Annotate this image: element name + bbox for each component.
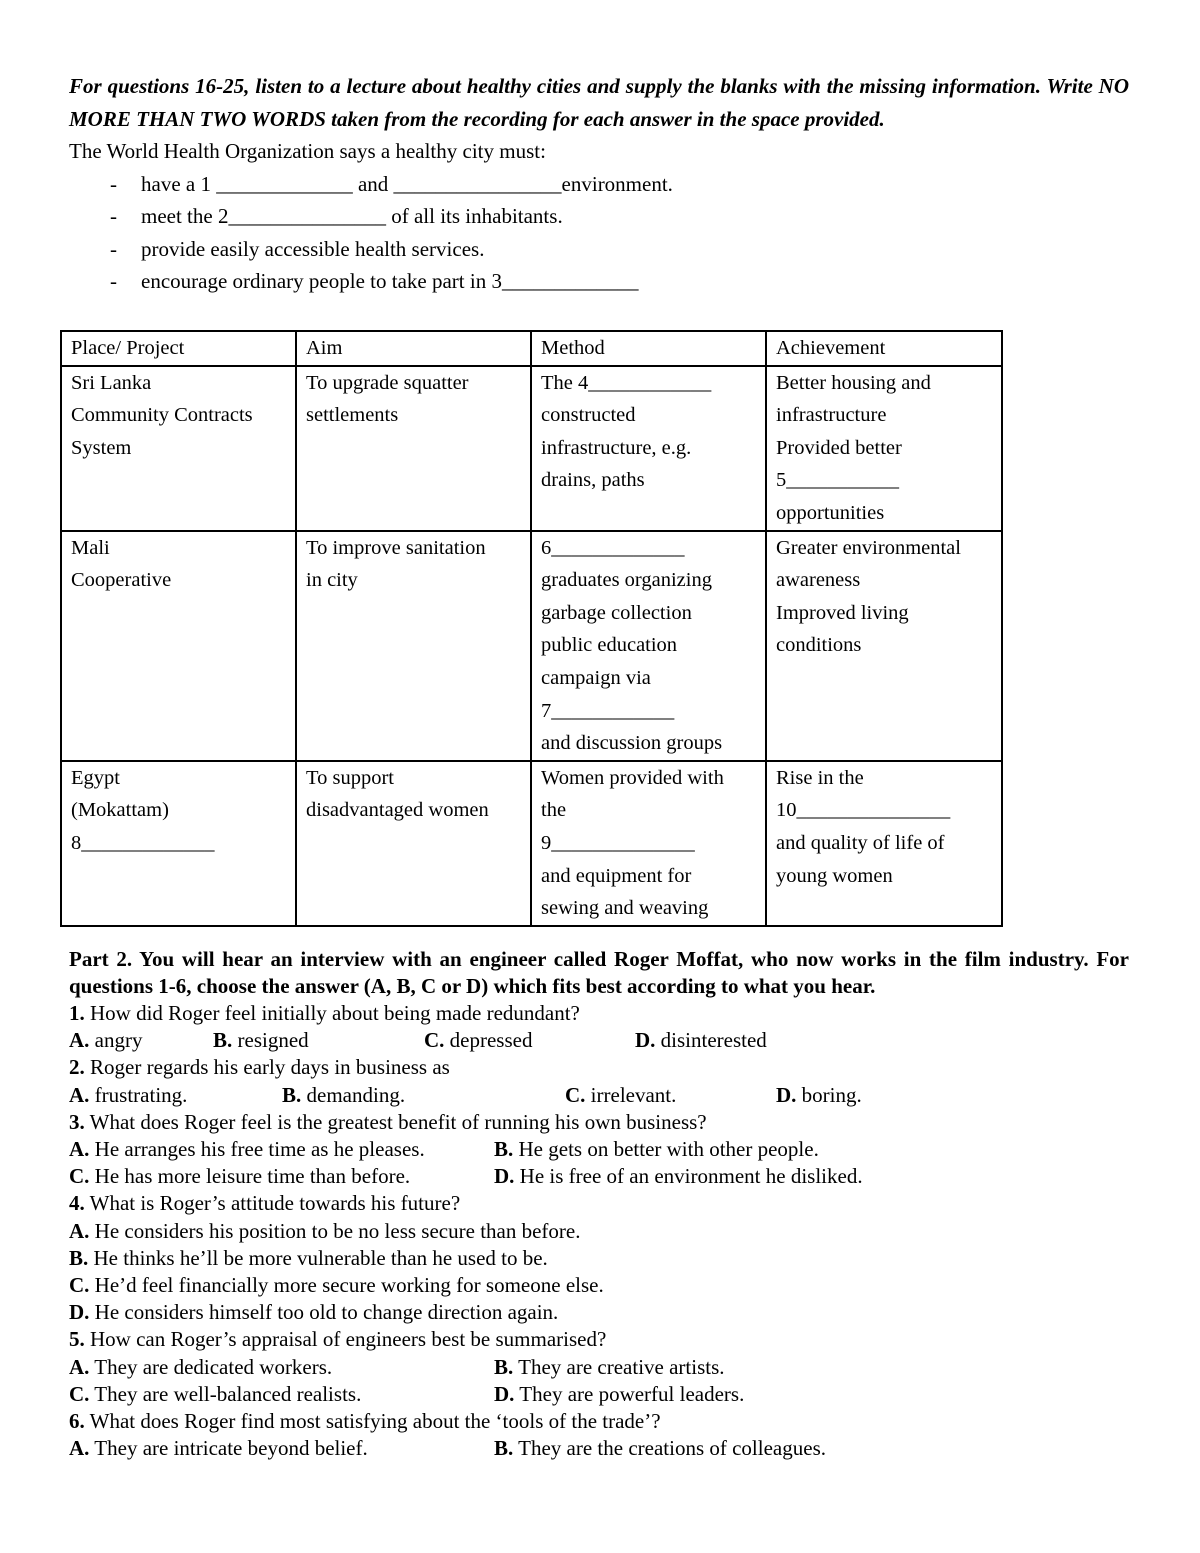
option-row xyxy=(69,1435,1129,1462)
option-text: They are intricate beyond belief. xyxy=(89,1436,368,1461)
question-stem xyxy=(69,1109,1129,1136)
option-d xyxy=(494,1163,863,1190)
option-row xyxy=(69,1136,1129,1163)
option-d xyxy=(776,1082,862,1109)
part2-section xyxy=(69,946,1129,1462)
option-c xyxy=(69,1381,494,1408)
question-number: 4. xyxy=(69,1191,85,1216)
question-text: What does Roger find most satisfying about the ‘tools of the trade’? xyxy=(84,1409,661,1434)
part1-intro: The World Health Organization says a healthy city must: xyxy=(69,139,546,163)
table-cell: Women provided with the 9______________ and equipment for sewing and weaving xyxy=(531,761,766,926)
option-letter: A. xyxy=(69,1137,90,1162)
option-text: resigned xyxy=(232,1028,309,1053)
option-c xyxy=(565,1082,776,1109)
table-cell: Sri Lanka Community Contracts System xyxy=(61,366,296,531)
option-text: He thinks he’ll be more vulnerable than he used to be. xyxy=(88,1245,548,1270)
option-text: demanding. xyxy=(301,1082,406,1107)
header-cell: Achievement xyxy=(766,331,1002,366)
bullet-text: have a 1 _____________ and ________________environment. xyxy=(141,171,673,196)
option-letter: B. xyxy=(282,1082,302,1107)
table-cell: To upgrade squatter settlements xyxy=(296,366,531,531)
header-cell: Method xyxy=(531,331,766,366)
option-row xyxy=(69,1354,1129,1381)
bullet-item xyxy=(69,265,1129,298)
table-cell: 6_____________ graduates organizing garbage collection public education campaign via 7____________ and discussion groups xyxy=(531,531,766,761)
table-header-row xyxy=(61,331,1002,366)
question-stem xyxy=(69,1408,1129,1435)
option-letter: A. xyxy=(69,1218,90,1243)
dash-icon: - xyxy=(110,204,117,228)
option-row xyxy=(69,1027,1129,1054)
bullet-item xyxy=(69,200,1129,233)
table-cell: Rise in the 10_______________ and quality of life of young women xyxy=(766,761,1002,926)
option-c xyxy=(424,1027,635,1054)
option-text: He considers his position to be no less secure than before. xyxy=(89,1218,581,1243)
part1-section xyxy=(69,70,1129,298)
table-cell: Greater environmental awareness Improved living conditions xyxy=(766,531,1002,761)
option-text: They are creative artists. xyxy=(513,1354,725,1379)
bullet-text: encourage ordinary people to take part in 3_____________ xyxy=(141,269,639,293)
question-stem xyxy=(69,1190,1129,1217)
option-text: He considers himself too old to change direction again. xyxy=(89,1300,559,1325)
option-letter: B. xyxy=(494,1137,514,1162)
option-text: He is free of an environment he disliked. xyxy=(514,1164,863,1189)
option-text: He arranges his free time as he pleases. xyxy=(89,1137,425,1162)
option-row xyxy=(69,1272,1129,1299)
option-letter: D. xyxy=(776,1082,797,1107)
option-a xyxy=(69,1354,494,1381)
question-text: Roger regards his early days in business as xyxy=(84,1055,450,1080)
option-letter: C. xyxy=(69,1164,90,1189)
option-c xyxy=(69,1163,494,1190)
option-b xyxy=(213,1027,424,1054)
dash-icon: - xyxy=(110,269,117,293)
part2-heading: Part 2. You will hear an interview with an engineer called Roger Moffat, who now works in the film industry. For questions 1-6, choose the answer (A, B, C or D) which fits best according to what you hear. xyxy=(69,947,1129,998)
option-text: They are powerful leaders. xyxy=(514,1381,745,1406)
option-letter: B. xyxy=(69,1245,89,1270)
option-row xyxy=(69,1381,1129,1408)
bullet-text: provide easily accessible health services. xyxy=(141,236,485,261)
bullet-item xyxy=(69,168,1129,201)
option-text: They are the creations of colleagues. xyxy=(513,1436,826,1461)
question-text: How did Roger feel initially about being made redundant? xyxy=(84,1001,580,1025)
question-number: 6. xyxy=(69,1409,85,1434)
option-row xyxy=(69,1245,1129,1272)
option-letter: B. xyxy=(213,1028,233,1053)
option-row xyxy=(69,1163,1129,1190)
question-stem xyxy=(69,1000,1129,1027)
option-text: disinterested xyxy=(655,1028,767,1053)
table-cell: Mali Cooperative xyxy=(61,531,296,761)
question-number: 3. xyxy=(69,1109,85,1134)
header-cell: Aim xyxy=(296,331,531,366)
question-stem xyxy=(69,1326,1129,1353)
question-text: What is Roger’s attitude towards his future? xyxy=(84,1191,461,1216)
option-b xyxy=(494,1435,826,1462)
option-text: They are well-balanced realists. xyxy=(89,1381,362,1406)
option-letter: B. xyxy=(494,1436,514,1461)
option-text: frustrating. xyxy=(89,1082,188,1107)
option-a xyxy=(69,1136,494,1163)
option-letter: C. xyxy=(69,1381,90,1406)
option-letter: A. xyxy=(69,1082,90,1107)
option-a xyxy=(69,1082,282,1109)
question-text: What does Roger feel is the greatest benefit of running his own business? xyxy=(84,1109,707,1134)
dash-icon: - xyxy=(110,171,117,196)
table-cell: Egypt (Mokattam) 8_____________ xyxy=(61,761,296,926)
option-letter: D. xyxy=(494,1381,515,1406)
option-b xyxy=(494,1354,725,1381)
table-cell: Better housing and infrastructure Provided better 5___________ opportunities xyxy=(766,366,1002,531)
option-letter: C. xyxy=(424,1028,445,1053)
option-a xyxy=(69,1027,213,1054)
option-text: He gets on better with other people. xyxy=(513,1137,819,1162)
option-text: irrelevant. xyxy=(585,1082,677,1107)
option-row xyxy=(69,1082,1129,1109)
option-d xyxy=(635,1027,767,1054)
option-a xyxy=(69,1435,494,1462)
option-letter: C. xyxy=(69,1273,90,1298)
option-letter: A. xyxy=(69,1436,90,1461)
part1-instruction: For questions 16-25, listen to a lecture about healthy cities and supply the blanks with the missing information. Write NO MORE THAN TWO WORDS taken from the recording for each answer in the space provided. xyxy=(69,74,1129,131)
table-row xyxy=(61,761,1002,926)
bullet-item xyxy=(69,233,1129,266)
option-text: He’d feel financially more secure working for someone else. xyxy=(89,1273,604,1298)
header-cell: Place/ Project xyxy=(61,331,296,366)
option-b xyxy=(494,1136,819,1163)
option-text: They are dedicated workers. xyxy=(89,1354,333,1379)
option-b xyxy=(282,1082,565,1109)
bullet-text: meet the 2_______________ of all its inhabitants. xyxy=(141,204,563,228)
lecture-notes-table xyxy=(60,330,1003,927)
option-d xyxy=(494,1381,744,1408)
question-number: 1. xyxy=(69,1001,85,1025)
question-text: How can Roger’s appraisal of engineers best be summarised? xyxy=(84,1327,607,1352)
table-row xyxy=(61,531,1002,761)
option-letter: A. xyxy=(69,1354,90,1379)
option-letter: B. xyxy=(494,1354,514,1379)
option-text: angry xyxy=(89,1028,143,1053)
option-row xyxy=(69,1218,1129,1245)
option-text: depressed xyxy=(444,1028,533,1053)
option-letter: D. xyxy=(635,1028,656,1053)
question-stem xyxy=(69,1054,1129,1081)
table-row xyxy=(61,366,1002,531)
table-cell: To support disadvantaged women xyxy=(296,761,531,926)
option-text: He has more leisure time than before. xyxy=(89,1164,411,1189)
question-number: 2. xyxy=(69,1055,85,1080)
option-letter: A. xyxy=(69,1028,90,1053)
option-row xyxy=(69,1299,1129,1326)
table-cell: The 4____________ constructed infrastructure, e.g. drains, paths xyxy=(531,366,766,531)
dash-icon: - xyxy=(110,236,117,261)
option-text: boring. xyxy=(796,1082,862,1107)
option-letter: D. xyxy=(69,1300,90,1325)
option-letter: C. xyxy=(565,1082,586,1107)
option-letter: D. xyxy=(494,1164,515,1189)
table-cell: To improve sanitation in city xyxy=(296,531,531,761)
bullet-list xyxy=(69,168,1129,298)
question-number: 5. xyxy=(69,1327,85,1352)
